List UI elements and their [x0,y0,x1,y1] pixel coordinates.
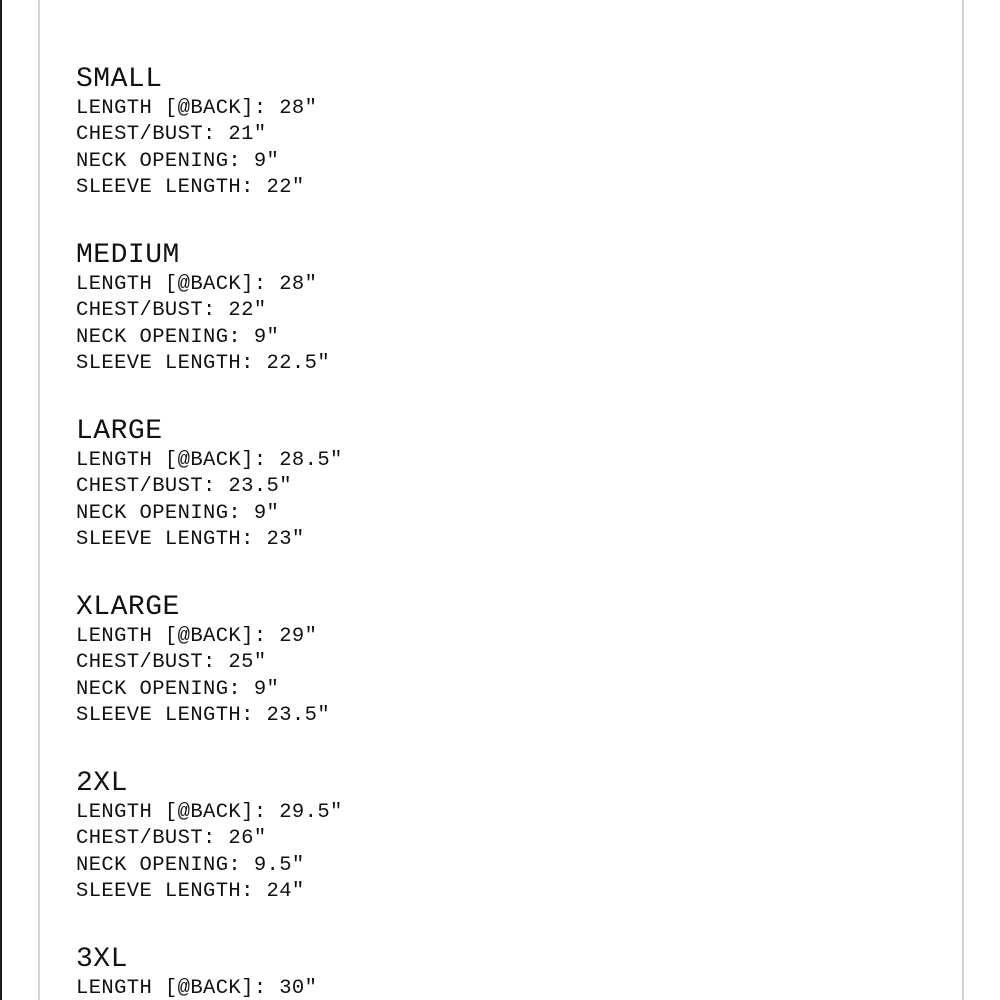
size-title: XLARGE [76,592,180,623]
spec-sleeve: SLEEVE LENGTH: 24″ [76,880,305,904]
spec-chest: CHEST/BUST: 22″ [76,299,267,323]
size-block-small [76,64,936,240]
size-title: 3XL [76,944,128,975]
spec-neck: NECK OPENING: 9″ [76,325,280,349]
spec-chest: CHEST/BUST: 21″ [76,123,267,147]
spec-neck: NECK OPENING: 9.5″ [76,853,305,877]
left-edge-border [0,0,2,1000]
spec-length: LENGTH [@BACK]: 28″ [76,97,318,120]
spec-neck: NECK OPENING: 9″ [76,149,280,173]
spec-neck: NECK OPENING: 9″ [76,501,280,525]
size-block-xlarge [76,592,936,768]
size-chart [76,64,936,1000]
size-title: LARGE [76,416,163,447]
spec-length: LENGTH [@BACK]: 29.5″ [76,801,343,824]
spec-sleeve: SLEEVE LENGTH: 22″ [76,176,305,200]
spec-length: LENGTH [@BACK]: 28″ [76,273,318,296]
spec-sleeve: SLEEVE LENGTH: 23.5″ [76,704,331,728]
spec-chest: CHEST/BUST: 25″ [76,651,267,675]
size-title: 2XL [76,768,128,799]
size-block-2xl [76,768,936,944]
size-block-large [76,416,936,592]
spec-length: LENGTH [@BACK]: 30″ [76,977,318,1000]
size-title: MEDIUM [76,240,180,271]
spec-length: LENGTH [@BACK]: 28.5″ [76,449,343,472]
spec-chest: CHEST/BUST: 26″ [76,827,267,851]
size-block-3xl [76,944,936,1000]
spec-chest: CHEST/BUST: 23.5″ [76,475,292,499]
spec-sleeve: SLEEVE LENGTH: 23″ [76,528,305,552]
spec-length: LENGTH [@BACK]: 29″ [76,625,318,648]
size-title: SMALL [76,64,163,95]
spec-neck: NECK OPENING: 9″ [76,677,280,701]
spec-sleeve: SLEEVE LENGTH: 22.5″ [76,352,331,376]
size-block-medium [76,240,936,416]
